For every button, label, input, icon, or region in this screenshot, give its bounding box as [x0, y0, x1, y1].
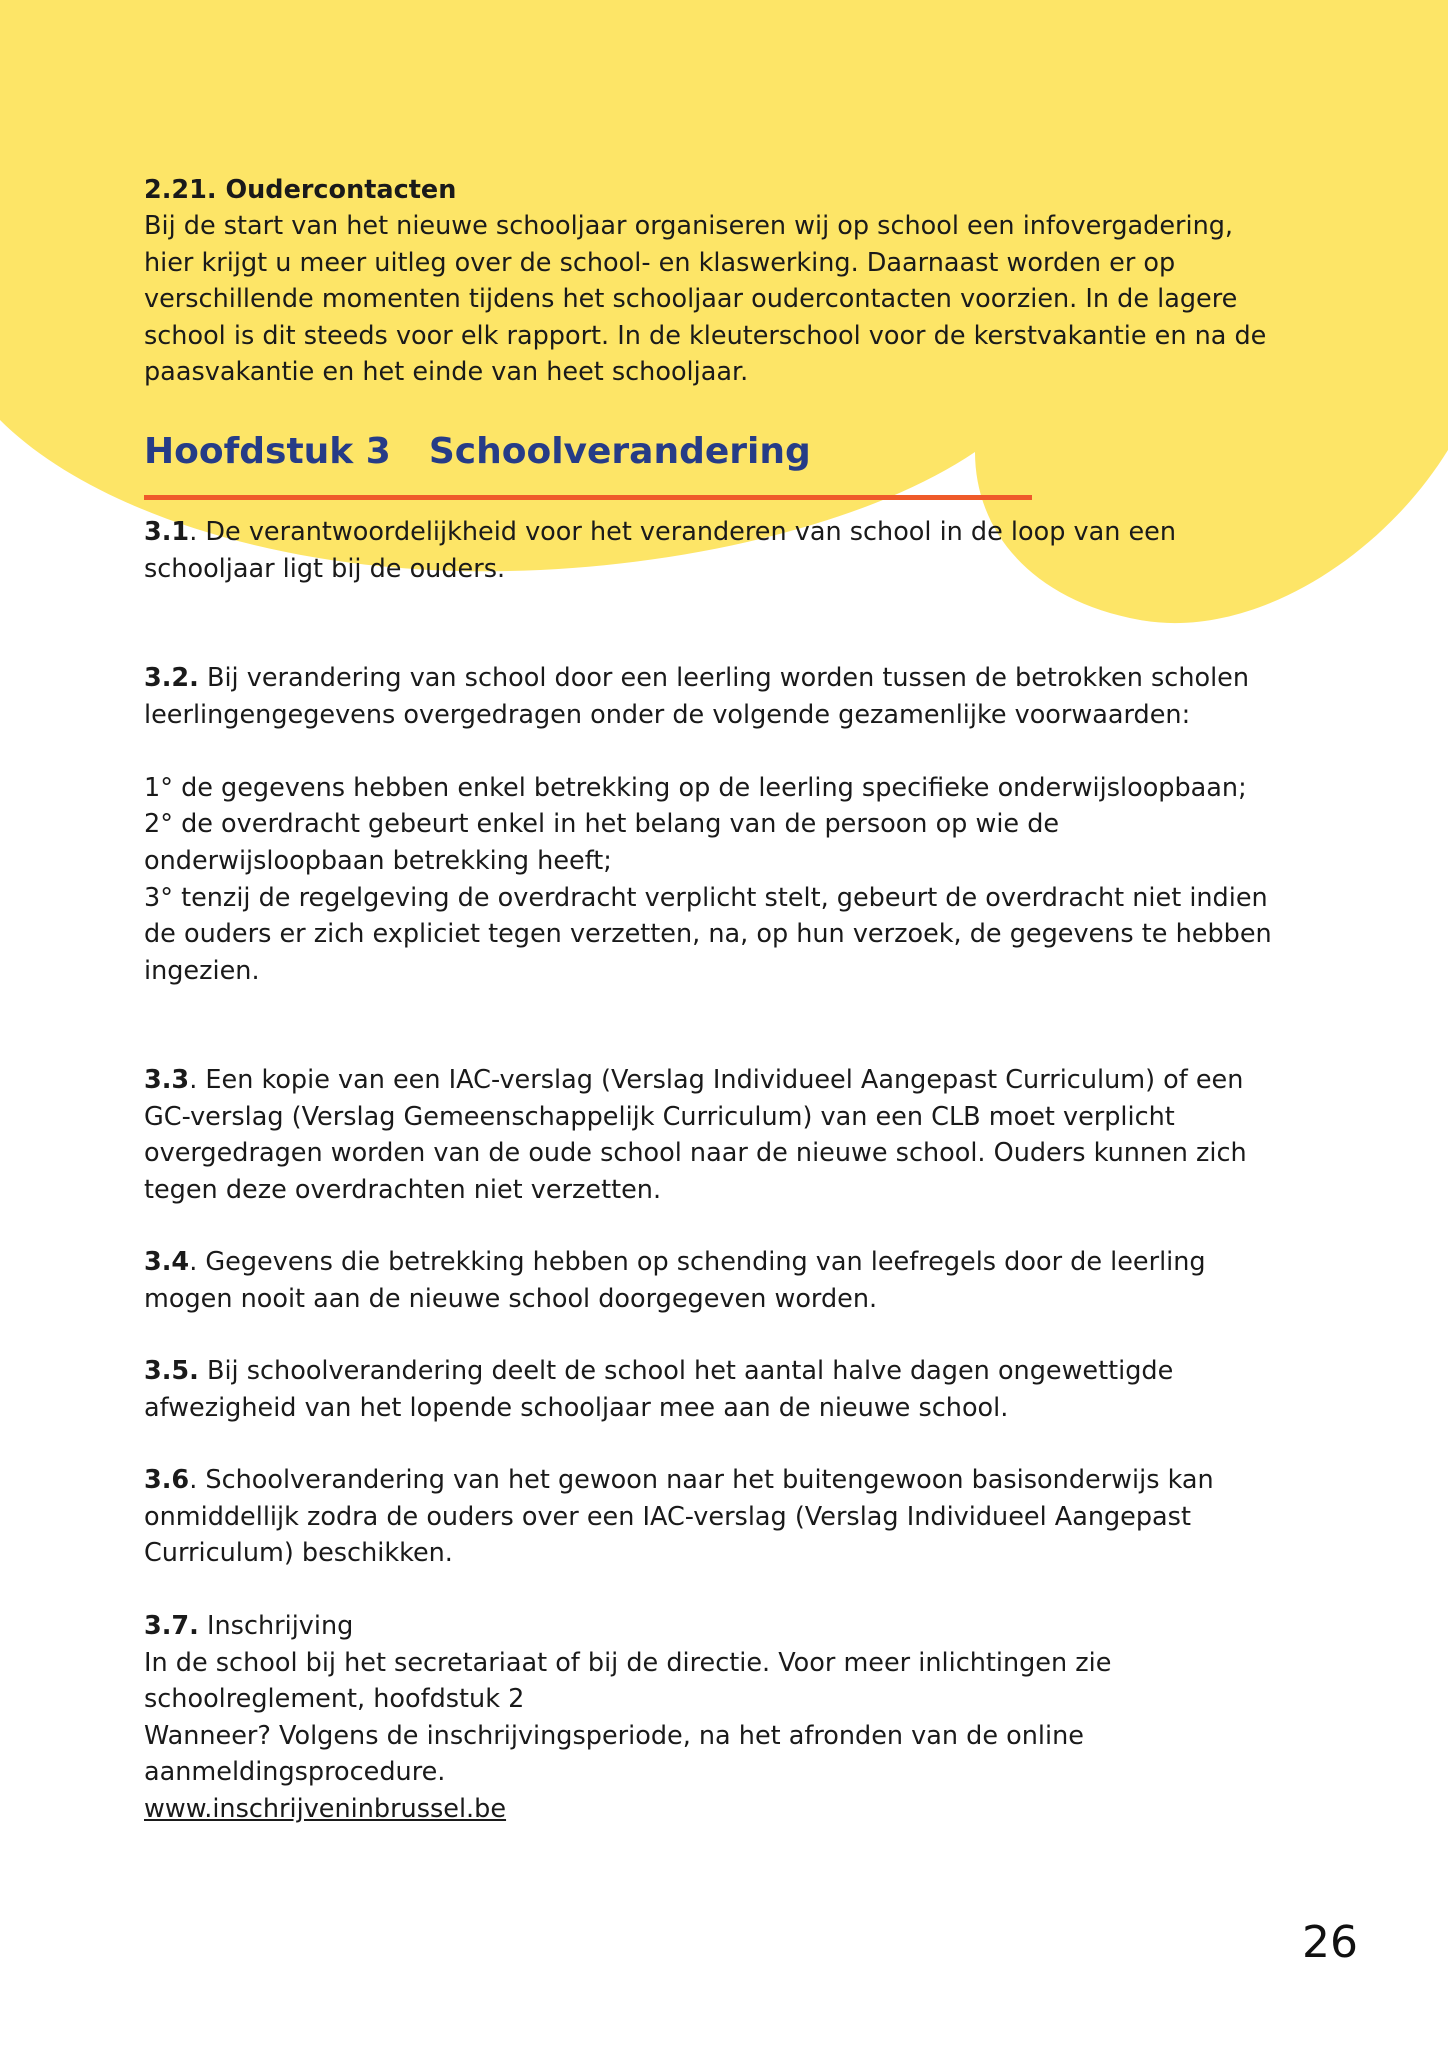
item-3-7 [144, 1608, 1324, 1828]
text-line: hier krijgt u meer uitleg over de school- en klaswerking. Daarnaast worden er op [144, 247, 1176, 278]
condition-line: ingezien. [144, 955, 260, 986]
page-number: 26 [1302, 1917, 1358, 1968]
text-line: tegen deze overdrachten niet verzetten. [144, 1174, 662, 1205]
item-3-4 [144, 1244, 1324, 1317]
section-heading-oudercontacten: 2.21. Oudercontacten [144, 175, 457, 205]
text-line: Wanneer? Volgens de inschrijvingsperiode, na het afronden van de online [144, 1720, 1084, 1751]
oudercontacten-paragraph [144, 208, 1324, 391]
condition-line: 3° tenzij de regelgeving de overdracht verplicht stelt, gebeurt de overdracht niet indien [144, 882, 1268, 913]
item-3-2 [144, 660, 1324, 989]
text-line: overgedragen worden van de oude school naar de nieuwe school. Ouders kunnen zich [144, 1138, 1247, 1169]
condition-line: 2° de overdracht gebeurt enkel in het belang van de persoon op wie de [144, 809, 1060, 840]
text-line: schoolreglement, hoofdstuk 2 [144, 1684, 525, 1715]
condition-line: de ouders er zich expliciet tegen verzetten, na, op hun verzoek, de gegevens te hebben [144, 919, 1272, 950]
item-3-5 [144, 1353, 1324, 1426]
item-number: 3.6 [144, 1465, 190, 1495]
text-line: paasvakantie en het einde van heet schooljaar. [144, 357, 749, 388]
condition-line: 1° de gegevens hebben enkel betrekking op de leerling specifieke onderwijsloopbaan; [144, 772, 1247, 803]
registration-link[interactable]: www.inschrijveninbrussel.be [144, 1793, 507, 1824]
text-line: verschillende momenten tijdens het schooljaar oudercontacten voorzien. In de lagere [144, 284, 1238, 315]
text-line: mogen nooit aan de nieuwe school doorgegeven worden. [144, 1283, 878, 1314]
text-line: 3.3. Een kopie van een IAC-verslag (Verslag Individueel Aangepast Curriculum) of een [144, 1065, 1244, 1095]
text-line: schooljaar ligt bij de ouders. [144, 553, 506, 584]
text-line [144, 1608, 1324, 1645]
text-line: 3.1. De verantwoordelijkheid voor het veranderen van school in de loop van een [144, 517, 1177, 547]
text-line: GC-verslag (Verslag Gemeenschappelijk Curriculum) van een CLB moet verplicht [144, 1101, 1175, 1132]
text-line: 3.6. Schoolverandering van het gewoon naar het buitengewoon basisonderwijs kan [144, 1465, 1214, 1495]
text-line: Bij de start van het nieuwe schooljaar organiseren wij op school een infovergadering, [144, 211, 1234, 241]
text-line: onmiddellijk zodra de ouders over een IAC-verslag (Verslag Individueel Aangepast [144, 1501, 1191, 1532]
chapter-number: Hoofdstuk 3 [144, 431, 391, 472]
text-line: Curriculum) beschikken. [144, 1538, 453, 1569]
item-number: 3.4 [144, 1247, 190, 1277]
chapter-name: Schoolverandering [428, 431, 811, 472]
item-title: Inschrijving [198, 1611, 354, 1641]
text-line: 3.2. Bij verandering van school door een leerling worden tussen de betrokken scholen [144, 663, 1250, 693]
text-line: school is dit steeds voor elk rapport. In de kleuterschool voor de kerstvakantie en na de [144, 320, 1267, 351]
condition-line: onderwijsloopbaan betrekking heeft; [144, 845, 612, 876]
chapter-title [144, 427, 811, 477]
text-line: aanmeldingsprocedure. [144, 1757, 446, 1788]
text-line: 3.4. Gegevens die betrekking hebben op schending van leefregels door de leerling [144, 1247, 1206, 1277]
item-number: 3.3 [144, 1065, 190, 1095]
text-line: leerlingengegevens overgedragen onder de volgende gezamenlijke voorwaarden: [144, 699, 1191, 730]
item-3-1 [144, 514, 1324, 587]
item-number: 3.2. [144, 663, 199, 693]
text-line: 3.5. Bij schoolverandering deelt de school het aantal halve dagen ongewettigde [144, 1356, 1174, 1386]
item-number: 3.5. [144, 1356, 199, 1386]
text-line: afwezigheid van het lopende schooljaar mee aan de nieuwe school. [144, 1392, 1009, 1423]
chapter-divider [144, 495, 1032, 500]
text-line: In de school bij het secretariaat of bij de directie. Voor meer inlichtingen zie [144, 1647, 1112, 1678]
text-line [144, 1791, 1324, 1828]
item-3-3 [144, 1062, 1324, 1208]
blank-line [144, 733, 1324, 770]
item-number: 3.1 [144, 517, 190, 547]
item-number: 3.7. [144, 1611, 199, 1641]
item-3-6 [144, 1462, 1324, 1572]
